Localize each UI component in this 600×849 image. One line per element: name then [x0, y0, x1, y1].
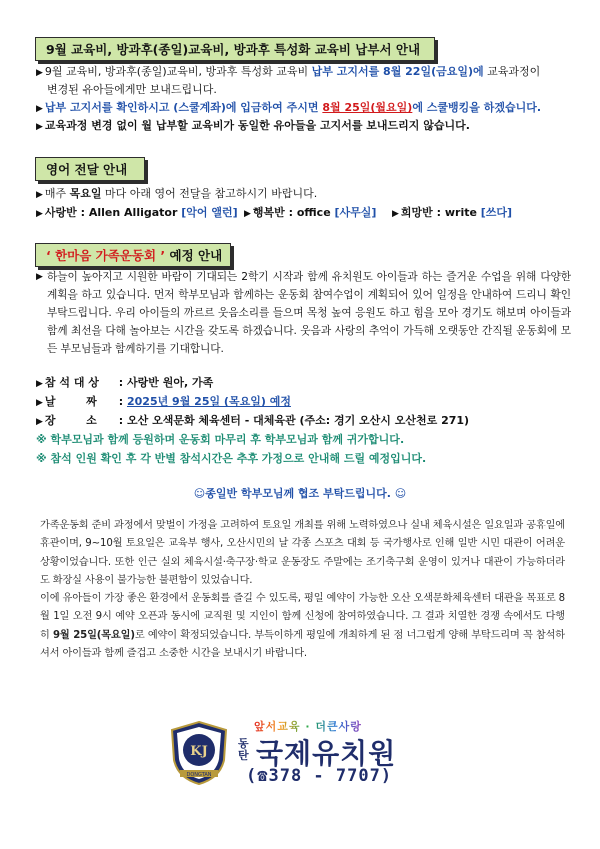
- english-class-happy: ▶ 행복반 : office [사무실]: [244, 206, 377, 219]
- triangle-bullet-icon: ▶: [36, 122, 43, 132]
- section-header-sports-day: ‘ 한마음 가족운동회 ’ 예정 안내: [35, 243, 231, 267]
- section-header-english: [35, 157, 145, 181]
- slogan-text: 앞서교육 · 더큰사랑: [254, 720, 362, 733]
- tuition-line-4: ▶ 교육과정 변경 없이 월 납부할 교육비가 동일한 유아들을 고지서를 보내드리지 않습니다.: [36, 119, 470, 132]
- triangle-bullet-icon: ▶: [36, 68, 43, 78]
- detail-date: ▶ 날 짜 : 2025년 9월 25일 (목요일) 예정: [36, 395, 291, 408]
- english-intro: ▶ 매주 목요일 마다 아래 영어 전달을 참고하시기 바랍니다.: [36, 187, 318, 200]
- triangle-bullet-icon: ▶: [36, 417, 43, 427]
- logo-phone: (☎378 - 7707): [246, 766, 393, 786]
- logo-name: 국제유치원: [256, 737, 397, 770]
- triangle-bullet-icon: ▶: [36, 190, 43, 200]
- section-title: 영어 전달 안내: [46, 162, 128, 177]
- sports-day-paragraph: ▶ 하늘이 높아지고 시원한 바람이 기대되는 2학기 시작과 함께 유치원도 아이들과 하는 즐거운 수업을 위해 다양한 계획을 하고 있습니다. 먼저 학부모님과 함께하는 운동회 참여수업이 계획되어 있어 일정을 안내하여 드리니 확인 부탁드립니다. 우리 아이들의 까르르 웃음소리를 들으며 목청 높여 응원도 하고 힘을 모아 경기도 해보며 아이들과 함께 최선을 다해 놀아보는 시간을 갖도록 하겠습니다. 웃음과 사랑의 추억이 가득해 오랫동안 간직될 운동회에 모든 부모님들과 함께하기를 기대합니다.: [36, 270, 571, 355]
- english-class-love: ▶ 사랑반 : Allen Alligator [악어 앨런]: [36, 206, 238, 219]
- kindergarten-logo: [168, 718, 438, 790]
- note-attendance: ※ 학부모님과 함께 등원하며 운동회 마무리 후 학부모님과 함께 귀가합니다.: [36, 433, 405, 446]
- svg-text:KJ: KJ: [190, 744, 208, 759]
- triangle-bullet-icon: ▶: [36, 398, 43, 408]
- tuition-line-3: ▶ 납부 고지서를 확인하시고 (스쿨계좌)에 입금하여 주시면 8월 25일(월요일)에 스쿨뱅킹을 하겠습니다.: [36, 101, 542, 114]
- explanation-paragraph-2: 이에 유아들이 가장 좋은 환경에서 운동회를 즐길 수 있도록, 평일 예약이 가능한 오산 오색문화체육센터 대관을 목표로 8월 1일 오전 9시 예약 오픈과 동시에 교직원 및 지인이 함께 신청에 참여하였습니다. 그 결과 치열한 경쟁 속에서도 다행히 9월 25일(목요일)로 예약이 확정되었습니다. 부득이하게 평일에 개최하게 된 점 너그럽게 양해 부탁드리며 꼭 참석하셔서 아이들과 함께 즐겁고 소중한 시간을 보내시기 바랍니다.: [40, 593, 565, 659]
- english-class-hope: ▶ 희망반 : write [쓰다]: [392, 206, 513, 219]
- tuition-line-1: ▶ 9월 교육비, 방과후(종일)교육비, 방과후 특성화 교육비 납부 고지서를 8월 22일(금요일)에 교육과정이: [36, 65, 541, 78]
- triangle-bullet-icon: ▶: [392, 209, 399, 219]
- triangle-bullet-icon: ▶: [36, 104, 43, 114]
- detail-target: ▶ 참 석 대 상 : 사랑반 원아, 가족: [36, 376, 214, 389]
- triangle-bullet-icon: ▶: [36, 209, 43, 219]
- explanation-paragraph-1: 가족운동회 준비 과정에서 맞벌이 가정을 고려하여 토요일 개최를 위해 노력하였으나 실내 체육시설은 일요일과 공휴일에 휴관이며, 9~10월 토요일은 교육부 행사, 오산시민의 날 각종 스포츠 대회 등 국가행사로 인해 일반 시민 대관이 어려운 상황이었습니다. 또한 인근 실외 체육시설·축구장·학교 운동장도 주말에는 조기축구회 운영이 있거나 대관이 가능하더라도 화장실 사용이 불가능한 불편함이 있었습니다.: [40, 520, 565, 586]
- detail-place: ▶ 장 소 : 오산 오색문화 체육센터 - 대체육관 (주소: 경기 오산시 오산천로 271): [36, 414, 470, 427]
- triangle-bullet-icon: ▶: [36, 272, 43, 282]
- section-header-tuition: [35, 37, 435, 61]
- tuition-line-2: 변경된 유아들에게만 보내드립니다.: [47, 83, 217, 96]
- section-title: 9월 교육비, 방과후(종일)교육비, 방과후 특성화 교육비 납부서 안내: [46, 42, 421, 57]
- logo-small-label: 동탄: [238, 737, 249, 762]
- triangle-bullet-icon: ▶: [36, 379, 43, 389]
- triangle-bullet-icon: ▶: [244, 209, 251, 219]
- note-schedule: ※ 참석 인원 확인 후 각 반별 참석시간은 추후 가정으로 안내해 드릴 예정입니다.: [36, 452, 427, 465]
- svg-text:DONGTAN: DONGTAN: [186, 772, 212, 778]
- request-heading: ☺종일반 학부모님께 협조 부탁드립니다. ☺: [193, 487, 407, 500]
- kj-emblem-icon: [168, 720, 230, 786]
